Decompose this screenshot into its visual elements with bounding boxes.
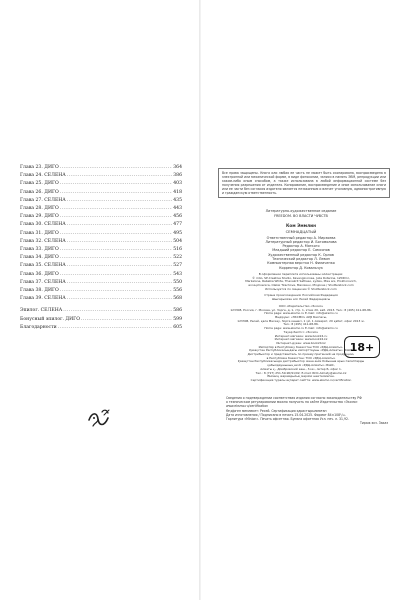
toc-entry xyxy=(20,180,182,188)
toc-entry-page: 418 xyxy=(173,189,182,195)
credit-line: Компьютерная верстка Н. Филиченко xyxy=(267,261,335,266)
toc-dot-leader xyxy=(67,221,172,229)
publisher-line: ООО «Издательство «Эксмо» xyxy=(278,303,324,308)
copyright-notice: Все права защищены. Книга или любая ее часть не может быть скопирована, воспроизведена в электронной или механической форме, в виде фотокопии, записи в память ЭВМ, репродукции или каким-либо иным способом, а также использована в любой информационной системе без получения разрешения от издателя. Копирование, воспроизведение и иное использование книги или ее части без согласия издателя является незаконным и влечет уголовную, административную и гражданскую ответственность. xyxy=(218,168,390,198)
toc-entry xyxy=(20,254,182,262)
publisher-line: Өндіруші: «ЭКСМО» АҚБ Баспасы, xyxy=(275,315,327,319)
toc-dot-leader xyxy=(60,164,172,172)
page-gutter xyxy=(199,0,201,600)
toc-entry-title: Бонусный эпилог. ДИГО xyxy=(20,316,80,322)
art-credit-line: Mariialone, Rabelka White, Thanakrit Sathaso, sydsis, Miss ani, Prokhorovich, xyxy=(245,279,357,284)
cover-art-credits xyxy=(226,273,376,292)
toc-entry xyxy=(20,230,182,238)
publisher-line: Тел.: 8 (727) 251-59-90/91/92; E-mail: RDC-Almaty@eksmo.kz xyxy=(255,370,347,375)
publisher-line: Интернет-дүкен: www.book24.kz xyxy=(276,340,326,345)
toc-dot-leader xyxy=(60,246,172,254)
toc-entry xyxy=(20,316,182,324)
toc-entry xyxy=(20,172,182,180)
legal-line: www.eksmo.ru/certification xyxy=(226,404,269,409)
toc-dot-leader xyxy=(67,172,172,180)
toc-dot-leader xyxy=(60,213,172,221)
toc-entry-page: 516 xyxy=(173,247,182,253)
art-credit-line: Используется по лицензии © Shutterstock.com xyxy=(265,286,337,291)
toc-dot-leader xyxy=(63,307,172,315)
toc-entry xyxy=(20,221,182,229)
publisher-line: Дистрибьютор и представитель по приему претензий на продукцию, xyxy=(247,352,355,357)
publisher-line: Сертификация туралы ақпарат сайтта: www.eksmo.ru/certification xyxy=(250,377,352,382)
toc-entry-title: Глава 31. ДИГО xyxy=(20,230,59,236)
print-date-line: Дата изготовления / Подписано в печать 15.04.2025. Формат 84×108¹/₃₂. xyxy=(226,412,346,417)
toc-entry-title: Глава 27. СЕЛЕНА xyxy=(20,197,66,203)
toc-dot-leader xyxy=(58,324,173,332)
toc-entry xyxy=(20,262,182,270)
toc-entry xyxy=(20,246,182,254)
toc-entry-title: Глава 23. ДИГО xyxy=(20,165,59,170)
publisher-line: Тел.: 8 (495) 411-68-86. xyxy=(283,322,319,327)
publisher-line: Қазақстан Республикасында дистрибьютор және өнім бойынша арыз-талаптарды xyxy=(237,359,365,364)
toc-entry xyxy=(20,324,182,332)
toc-entry-title: Глава 28. ДИГО xyxy=(20,206,59,212)
toc-dot-leader xyxy=(60,230,172,238)
publisher-line: Өнімнің жарамдылық мерзімі шектелмеген. xyxy=(267,374,335,379)
toc-entry xyxy=(20,307,182,315)
toc-entry-title: Глава 29. ДИГО xyxy=(20,214,59,220)
imprint-footer xyxy=(226,396,388,425)
book-title: СЕМНАДЦАТЫЙ xyxy=(285,228,317,234)
credit-line: Художественный редактор К. Орлов xyxy=(268,252,334,257)
art-credit-line: anna.phoenica, Oleksi Tkachova, ManiaLuv, Mrsjones / Shutterstock.com xyxy=(248,283,354,288)
toc-entry-title: Глава 39. СЕЛЕНА xyxy=(20,296,66,302)
toc-dot-leader xyxy=(60,189,172,197)
print-run-line: Тираж экз. Заказ xyxy=(360,421,388,426)
publisher-line: 123308, Ресей, қала Мәскеу, Зорге көшесі, 1 үй, 1 ғимарат, 20 қабат, офис 2013 ж. xyxy=(237,318,365,323)
toc-entry xyxy=(20,197,182,205)
toc-entry-page: 586 xyxy=(173,308,182,314)
toc-dot-leader xyxy=(60,205,172,213)
toc-entry-title: Глава 32. СЕЛЕНА xyxy=(20,238,66,244)
legal-line: о техническом регулировании можно получить на сайте Издательства «Эксмо» xyxy=(226,400,358,405)
toc-chapters xyxy=(20,164,182,303)
toc-entry-page: 550 xyxy=(173,279,182,285)
toc-dot-leader xyxy=(67,238,172,246)
toc-dot-leader xyxy=(67,197,172,205)
toc-entry-page: 477 xyxy=(173,222,182,228)
toc-entry-page: 543 xyxy=(173,271,182,277)
toc-entry-title: Глава 35. СЕЛЕНА xyxy=(20,263,66,269)
toc-entry xyxy=(20,279,182,287)
toc-entry-page: 386 xyxy=(173,173,182,179)
toc-dot-leader xyxy=(60,271,172,279)
publisher-line: Интернет-магазин: www.book24.ru xyxy=(274,333,328,338)
toc-entry-title: Глава 25. ДИГО xyxy=(20,181,59,187)
toc-entry-title: Эпилог. СЕЛЕНА xyxy=(20,308,63,314)
toc-entry-page: 556 xyxy=(173,288,182,294)
legal-line: Сведения о подтверждении соответствия издания согласно законодательству РФ xyxy=(226,396,362,400)
toc-entry-page: 504 xyxy=(173,238,182,244)
toc-entry-title: Глава 30. СЕЛЕНА xyxy=(20,222,66,228)
credit-line: Редактор А. Мягкого xyxy=(282,244,320,249)
editorial-credits xyxy=(226,236,376,270)
toc-dot-leader xyxy=(67,262,172,270)
toc-entry xyxy=(20,271,182,279)
toc-dot-leader xyxy=(67,295,172,303)
toc-entry xyxy=(20,189,182,197)
publisher-logo-icon xyxy=(86,406,112,432)
toc-entry xyxy=(20,213,182,221)
publisher-line: 123308, Россия, г. Москва, ул. Зорге, д. 1, стр. 1, этаж 20, каб. 2013. Тел.: 8 (495) 411-68-86. xyxy=(230,307,372,312)
toc-entry-title: Глава 33. ДИГО xyxy=(20,247,59,253)
publisher-line: Интернет-магазин: www.book24.kz xyxy=(274,337,328,342)
toc-extras xyxy=(20,307,182,332)
origin-line: Страна происхождения: Российская Федерация xyxy=(264,293,338,298)
toc-entry-title: Глава 26. ДИГО xyxy=(20,189,59,195)
toc-entry-page: 568 xyxy=(173,296,182,302)
toc-entry-title: Благодарности xyxy=(20,324,57,330)
toc-entry xyxy=(20,295,182,303)
legal-lines xyxy=(226,396,388,413)
toc-entry xyxy=(20,164,182,172)
print-specs-line: Гарнитура «Minion». Печать офсетная. Бумага офсетная Усл. печ. л. 31,92. xyxy=(226,417,349,422)
toc-entry xyxy=(20,238,182,246)
publisher-line: Импортёр в Республику Казахстан ТОО «РДЦ-Алматы». xyxy=(258,344,344,349)
toc-entry-page: 599 xyxy=(173,316,182,322)
art-credit-line: © ridio, SP-Creative Studio, Kavanginorosa, Julia Rutarina, 1Z0Dmr, xyxy=(252,275,350,280)
legal-line: Өндірген мемлекет: Ресей. Сертификация қарастырылмаған xyxy=(226,408,327,413)
publisher-line: Home page: www.eksmo.ru E-mail: info@eksmo.ru xyxy=(264,311,338,316)
credit-line: Технический редактор Л. Левин xyxy=(272,257,330,262)
toc-entry-page: 435 xyxy=(173,197,182,203)
series-line: FREEDOM. ВО ВЛАСТИ ЧУВСТВ xyxy=(274,214,328,219)
publisher-line: Тауар белгісі: «Эксмо» xyxy=(283,329,319,334)
book-author: Ком Эммлин xyxy=(286,222,316,228)
publisher-line: в Республике Казахстан: ТОО «РДЦ-Алматы» xyxy=(266,355,336,360)
art-credit-line: В оформлении переплета использованы иллюстрации: xyxy=(258,271,344,276)
toc-entry-title: Глава 37. СЕЛЕНА xyxy=(20,279,66,285)
toc-entry-title: Глава 38. ДИГО xyxy=(20,288,59,294)
credit-line: Корректор Д. Ковальчук xyxy=(279,265,323,270)
publisher-line: Алматы қ., Домбровский көш., 3«а», литер Б, офис 1. xyxy=(260,366,342,371)
toc-entry-page: 495 xyxy=(173,230,182,236)
toc-entry-title: Глава 34. ДИГО xyxy=(20,255,59,261)
credit-line: Младший редактор Е. Самсонов xyxy=(272,248,330,253)
publisher-line: Қазақстан Республикасындағы импорттаушы «РДЦ-Алматы» ЖШС. xyxy=(249,348,353,353)
toc-dot-leader xyxy=(60,287,172,295)
toc-entry-page: 364 xyxy=(173,165,182,170)
toc-entry xyxy=(20,205,182,213)
toc-entry-page: 527 xyxy=(173,263,182,269)
toc-dot-leader xyxy=(67,279,172,287)
toc-dot-leader xyxy=(81,316,172,324)
toc-entry-page: 403 xyxy=(173,181,182,187)
country-of-origin xyxy=(226,294,376,301)
toc-dot-leader xyxy=(60,254,172,262)
publisher-line: қабылдаушының өкілі «РДЦ-Алматы» ЖШС, xyxy=(267,363,335,368)
credit-line: Ответственный редактор А. Мирзоева xyxy=(266,235,336,240)
publisher-line: Home page: www.eksmo.ru E-mail: info@eksmo.ru xyxy=(264,326,338,331)
table-of-contents xyxy=(20,164,182,332)
age-rating-badge: 18+ xyxy=(344,336,380,358)
credit-line: Литературный редактор И. Богомолова xyxy=(265,239,337,244)
toc-dot-leader xyxy=(60,180,172,188)
toc-entry-page: 522 xyxy=(173,255,182,261)
toc-entry-page: 456 xyxy=(173,214,182,220)
toc-entry xyxy=(20,287,182,295)
toc-entry-page: 605 xyxy=(173,324,182,330)
origin-line: Шығарылған елі: Ресей Федерациясы xyxy=(271,297,331,302)
toc-entry-page: 443 xyxy=(173,206,182,212)
toc-entry-title: Глава 24. СЕЛЕНА xyxy=(20,173,66,179)
genre-line: Литературно-художественное издание xyxy=(265,209,337,213)
toc-entry-title: Глава 36. ДИГО xyxy=(20,271,59,277)
